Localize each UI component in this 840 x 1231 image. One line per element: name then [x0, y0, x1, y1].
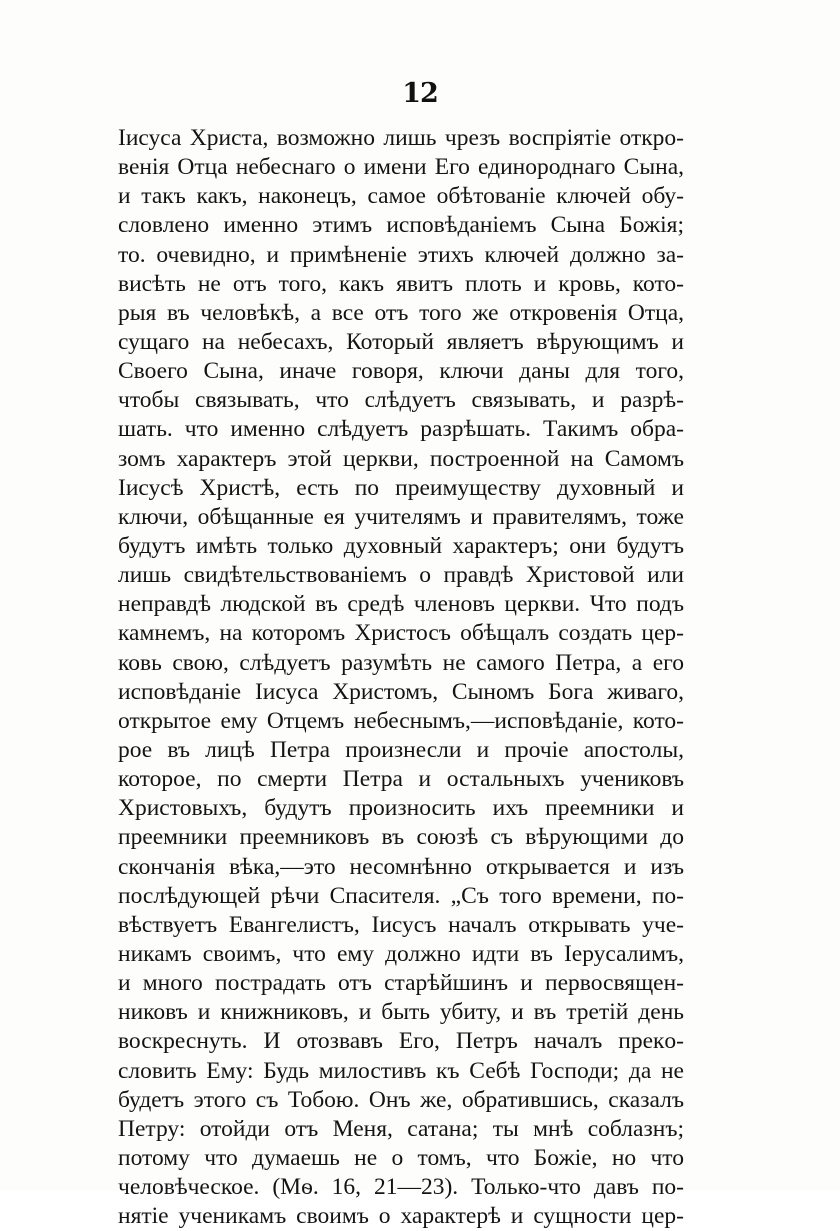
text-line: камнемъ, на которомъ Христосъ обѣщалъ создать цер-: [118, 620, 684, 647]
text-line: исповѣданіе Іисуса Христомъ, Сыномъ Бога живаго,: [118, 678, 684, 705]
text-line: шать. что именно слѣдуетъ разрѣшать. Такимъ обра-: [118, 416, 684, 443]
text-line: будетъ этого съ Тобою. Онъ же, обратившись, сказалъ: [118, 1086, 684, 1113]
text-line: потому что думаешь не о томъ, что Божіе, но что: [118, 1144, 684, 1171]
text-line: зомъ характеръ этой церкви, построенной на Самомъ: [118, 445, 684, 472]
text-line: нятіе ученикамъ своимъ о характерѣ и сущности цер-: [118, 1203, 684, 1230]
text-line: чтобы связывать, что слѣдуетъ связывать, и разрѣ-: [118, 387, 684, 414]
text-line: будутъ имѣть только духовный характеръ; они будутъ: [118, 532, 684, 559]
text-line: вѣствуетъ Евангелистъ, Іисусъ началъ открывать уче-: [118, 911, 684, 938]
text-line: Своего Сына, иначе говоря, ключи даны для того,: [118, 358, 684, 385]
text-line: лишь свидѣтельствованіемъ о правдѣ Христовой или: [118, 562, 684, 589]
text-line: то. очевидно, и примѣненіе этихъ ключей должно за-: [118, 241, 684, 268]
text-line: венія Отца небеснаго о имени Его единороднаго Сына,: [118, 154, 684, 181]
text-line: Петру: отойди отъ Меня, сатана; ты мнѣ соблазнъ;: [118, 1115, 684, 1142]
text-line: ключи, обѣщанные ея учителямъ и правителямъ, тоже: [118, 503, 684, 530]
text-line: и много пострадать отъ старѣйшинъ и первосвящен-: [118, 970, 684, 997]
text-line: человѣческое. (Мѳ. 16, 21—23). Только-что давъ по-: [118, 1174, 684, 1201]
page-number: 12: [402, 78, 438, 109]
text-line: словить Ему: Будь милостивъ къ Себѣ Господи; да не: [118, 1057, 684, 1084]
text-line: которое, по смерти Петра и остальныхъ учениковъ: [118, 766, 684, 793]
text-line: преемники преемниковъ въ союзѣ съ вѣрующими до: [118, 824, 684, 851]
text-line: рое въ лицѣ Петра произнесли и прочіе апостолы,: [118, 736, 684, 763]
text-line: висѣть не отъ того, какъ явитъ плоть и кровь, кото-: [118, 270, 684, 297]
text-line: словлено именно этимъ исповѣданіемъ Сына Божія;: [118, 212, 684, 239]
text-line: неправдѣ людской въ средѣ членовъ церкви. Что подъ: [118, 591, 684, 618]
text-line: и такъ какъ, наконецъ, самое обѣтованіе ключей обу-: [118, 183, 684, 210]
text-line: никовъ и книжниковъ, и быть убиту, и въ третій день: [118, 999, 684, 1026]
text-line: рыя въ человѣкѣ, а все отъ того же откровенія Отца,: [118, 299, 684, 326]
text-line: Христовыхъ, будутъ произносить ихъ преемники и: [118, 795, 684, 822]
body-text: [118, 124, 684, 1231]
text-line: открытое ему Отцемъ небеснымъ,—исповѣданіе, кото-: [118, 707, 684, 734]
text-line: Іисусѣ Христѣ, есть по преимуществу духовный и: [118, 474, 684, 501]
text-line: скончанія вѣка,—это несомнѣнно открывается и изъ: [118, 853, 684, 880]
text-line: воскреснуть. И отозвавъ Его, Петръ началъ прекo-: [118, 1028, 684, 1055]
text-line: Іисуса Христа, возможно лишь чрезъ воспріятіе откро-: [118, 125, 684, 151]
text-line: сущаго на небесахъ, Который являетъ вѣрующимъ и: [118, 328, 684, 355]
text-line: никамъ своимъ, что ему должно идти въ Іерусалимъ,: [118, 940, 684, 967]
text-line: послѣдующей рѣчи Спасителя. „Съ того времени, по-: [118, 882, 684, 909]
text-line: ковь свою, слѣдуетъ разумѣть не самого Петра, а его: [118, 649, 684, 676]
